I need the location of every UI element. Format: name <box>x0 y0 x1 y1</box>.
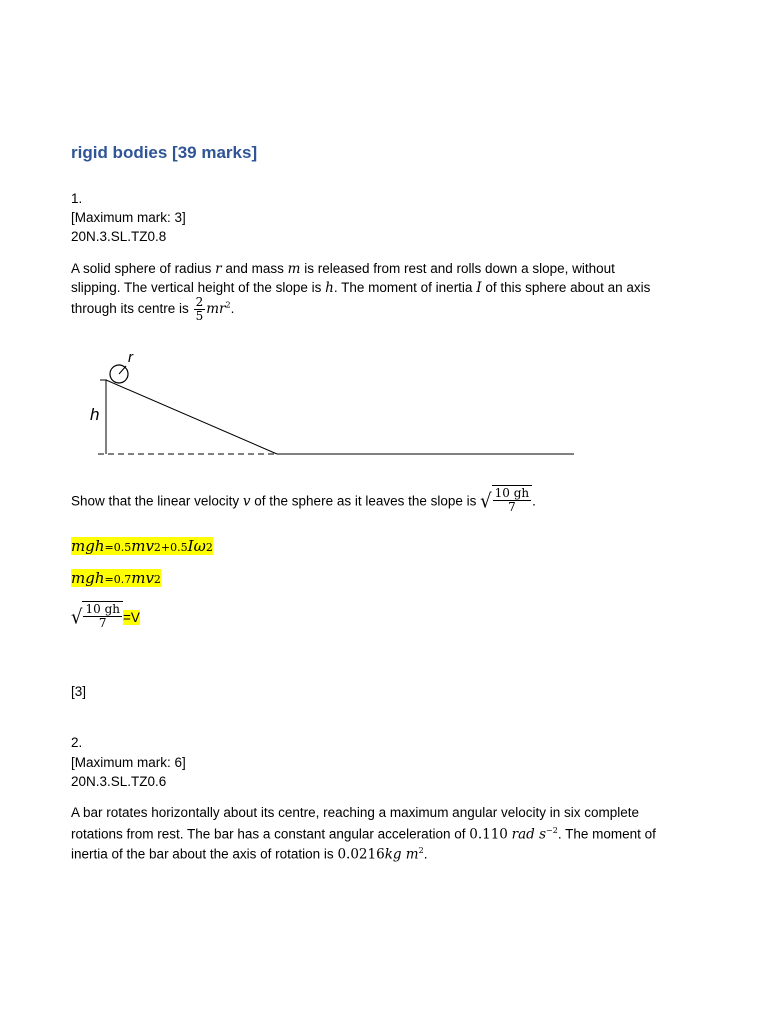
question-2-text-line3: inertia of the bar about the axis of rotation is 0.0216kg $m^2$. <box>71 846 428 863</box>
label-h: h <box>90 405 100 424</box>
show-that-text: Show that the linear velocity v of the sphere as it leaves the slope is √ $\frac{10 gh}{7}$ . <box>71 485 711 519</box>
slope-line <box>106 380 277 454</box>
question-code: 20N.3.SL.TZ0.6 <box>71 774 167 789</box>
sqrt-expression: √ $\frac{10 gh}{7}$ <box>480 485 532 519</box>
fraction-two-fifths: $\frac{2}{5}$ <box>195 295 204 323</box>
slope-diagram <box>90 348 580 460</box>
max-mark: [Maximum mark: 6] <box>71 755 186 770</box>
max-mark: [Maximum mark: 3] <box>71 210 186 225</box>
question-number: 1. <box>71 191 83 206</box>
answer-line-2: mgh=0.7mv2 <box>71 569 161 587</box>
radius-line <box>119 366 126 374</box>
marks-total: [3] <box>71 684 87 699</box>
label-r: r <box>128 349 133 366</box>
question-1-text-line2: slipping. The vertical height of the slope is h. The moment of inertia I of this sphere about an axis <box>71 280 651 296</box>
page-title: rigid bodies [39 marks] <box>71 143 258 162</box>
question-2-text-line2: rotations from rest. The bar has a constant angular acceleration of 0.110 rad $s^{-2}$. The moment of <box>71 826 656 843</box>
answer-line-3: √ $\frac{10 gh}{7}$ =V <box>71 601 140 635</box>
question-code: 20N.3.SL.TZ0.8 <box>71 229 167 244</box>
answer-line-1: mgh=0.5mv2+0.5Iω2 <box>71 537 213 555</box>
question-number: 2. <box>71 735 83 750</box>
question-1-text-line3: through its centre is $\frac{2}{5}$ $mr^2$. <box>71 295 235 323</box>
question-2-text: A bar rotates horizontally about its centre, reaching a maximum angular velocity in six complete <box>71 805 640 820</box>
question-1-text: A solid sphere of radius r and mass m is released from rest and rolls down a slope, without <box>71 261 615 277</box>
